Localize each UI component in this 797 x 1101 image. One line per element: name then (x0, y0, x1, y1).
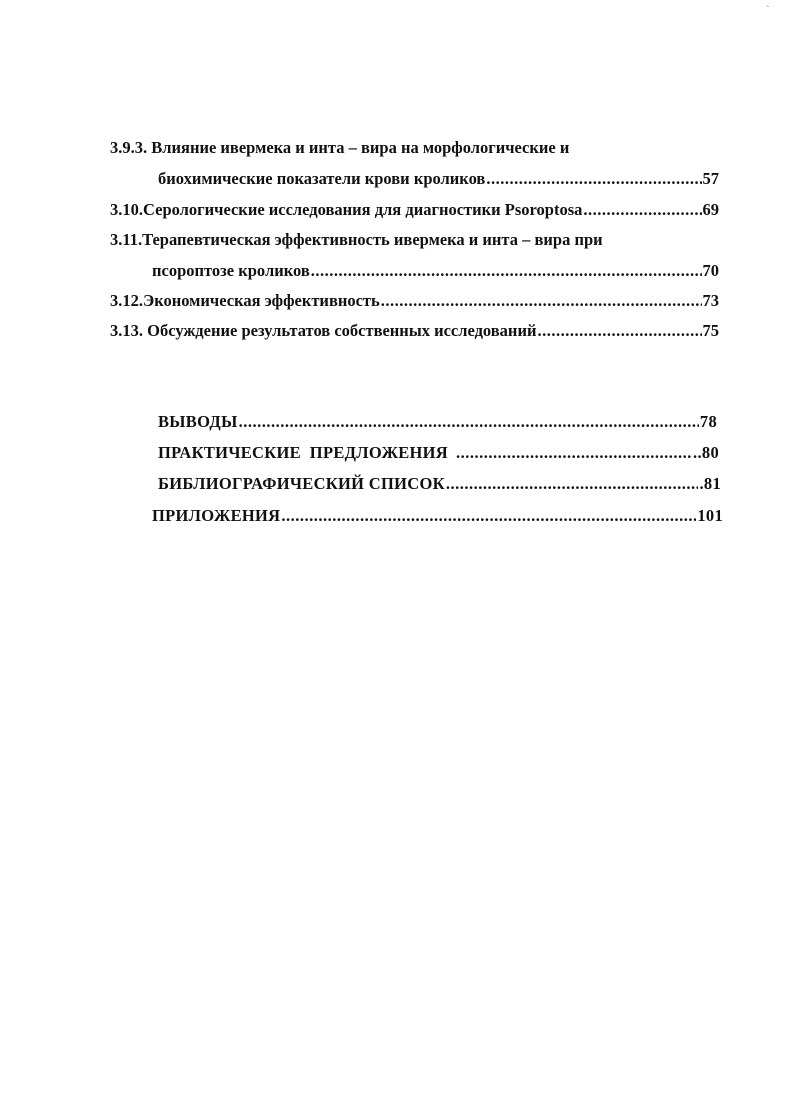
toc-page-number: 69 (702, 200, 719, 219)
toc-entry-conclusions (158, 412, 717, 432)
toc-entry-title: псороптозе кроликов (152, 261, 310, 280)
toc-page-number: 70 (702, 261, 719, 280)
toc-entry-practical-proposals (158, 443, 719, 463)
toc-entry-title: 3.10.Серологические исследования для диагностики Psoroptosa (110, 200, 583, 219)
toc-entry-3-9-3-line2 (158, 169, 719, 189)
toc-entry-title: биохимические показатели крови кроликов (158, 169, 486, 188)
toc-entry-appendices (152, 506, 723, 526)
scan-mark: ` (765, 3, 774, 16)
toc-page-number: 73 (702, 291, 719, 310)
toc-entry-title: 3.13. Обсуждение результатов собственных исследований (110, 321, 537, 340)
toc-entry-title: ПРИЛОЖЕНИЯ (152, 506, 281, 525)
toc-leader-dots (537, 321, 701, 341)
toc-page-number: .81 (699, 474, 721, 493)
toc-leader-dots (446, 474, 699, 494)
toc-leader-dots (239, 412, 699, 432)
toc-leader-dots (486, 169, 701, 189)
toc-page-number: 78 (699, 412, 717, 431)
toc-leader-dots (381, 291, 702, 311)
toc-entry-bibliography (158, 474, 721, 494)
toc-page-number: 57 (702, 169, 719, 188)
toc-entry-3-10 (110, 200, 719, 220)
toc-entry-title: БИБЛИОГРАФИЧЕСКИЙ СПИСОК (158, 474, 445, 493)
toc-page-number: 101 (697, 506, 723, 525)
toc-entry-title: ПРАКТИЧЕСКИЕ ПРЕДЛОЖЕНИЯ (158, 443, 448, 462)
toc-page-number: 75 (702, 321, 719, 340)
toc-entry-title: 3.12.Экономическая эффективность (110, 291, 380, 310)
toc-entry-3-11-line2 (152, 261, 719, 281)
toc-entry-3-12 (110, 291, 719, 311)
toc-leader-dots (281, 506, 696, 526)
toc-entry-title: ВЫВОДЫ (158, 412, 238, 431)
toc-leader-dots (311, 261, 702, 281)
toc-leader-dots (456, 443, 692, 463)
toc-entry-3-11-line1: 3.11.Терапевтическая эффективность ивермека и инта – вира при (110, 230, 603, 249)
toc-page-number: ..80 (693, 443, 719, 462)
toc-leader-dots (583, 200, 701, 220)
toc-entry-3-13 (110, 321, 719, 341)
toc-entry-3-9-3-line1: 3.9.3. Влияние ивермека и инта – вира на морфологические и (110, 138, 570, 157)
